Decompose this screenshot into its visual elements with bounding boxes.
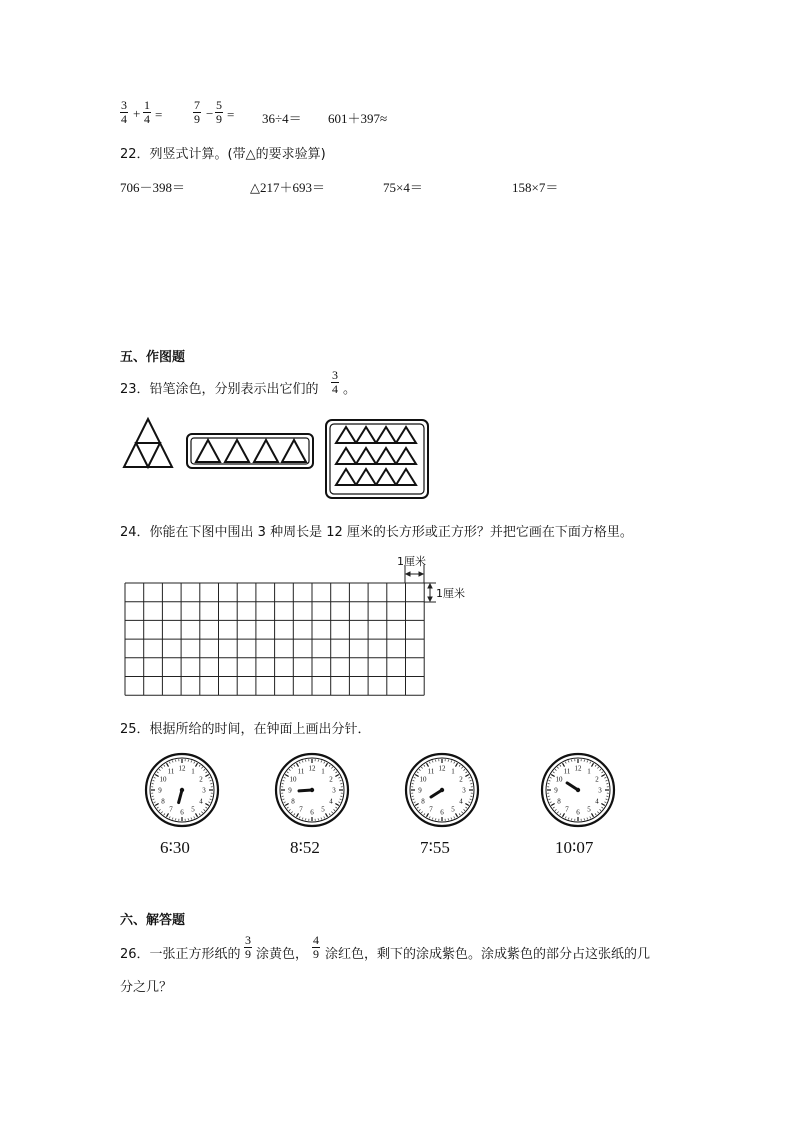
- clock-tick: [464, 809, 465, 810]
- clock-tick: [468, 777, 470, 778]
- numerator: 3: [332, 368, 338, 382]
- clock-center-pin: [440, 788, 444, 792]
- clock-tick: [205, 772, 207, 773]
- clock-tick: [557, 812, 558, 813]
- clock-tick: [194, 816, 195, 818]
- clock-dial-number: 11: [167, 767, 175, 776]
- clock-dial-number: 6: [576, 808, 580, 817]
- clock-tick: [568, 761, 569, 763]
- clock-dial-number: 12: [574, 764, 582, 773]
- clock-dial-number: 10: [289, 775, 297, 784]
- equals-sign: =: [227, 107, 235, 122]
- clock-tick: [164, 765, 165, 767]
- clock-tick: [606, 780, 608, 781]
- question-22-title: 22．列竖式计算。(带△的要求验算): [120, 147, 326, 162]
- fraction-4-9: [312, 934, 320, 961]
- clock-dial-number: 6: [180, 808, 184, 817]
- clock-tick: [550, 777, 552, 778]
- clock-tick: [155, 804, 158, 806]
- clock-tick: [199, 813, 200, 815]
- clock-tick: [205, 775, 208, 777]
- clock-tick: [204, 769, 205, 770]
- clock-tick: [419, 769, 420, 770]
- numerator: 5: [216, 98, 222, 112]
- clock-tick: [414, 777, 416, 778]
- clock-dial-number: 3: [332, 786, 336, 795]
- clock-face: [146, 754, 218, 826]
- denominator: 9: [216, 112, 222, 126]
- clock-dial-number: 9: [418, 786, 422, 795]
- clock-1-time-label: 6∶30: [160, 838, 190, 857]
- clock-tick: [606, 799, 608, 800]
- clock-tick: [464, 769, 465, 770]
- clock-tick: [413, 799, 415, 800]
- clock-tick: [461, 812, 462, 813]
- question-25-title: 25．根据所给的时间，在钟面上画出分针．: [120, 722, 371, 737]
- clock-tick: [321, 761, 322, 763]
- clock-dial-number: 3: [202, 786, 206, 795]
- denominator: 9: [194, 112, 200, 126]
- clock-tick: [555, 769, 556, 770]
- clock-tick: [459, 813, 460, 815]
- clock-tick: [468, 802, 470, 803]
- clock-tick: [291, 767, 292, 768]
- clock-tick: [465, 772, 467, 773]
- clock-tick: [210, 780, 212, 781]
- clock-dial-number: 8: [161, 797, 165, 806]
- clock-tick: [429, 762, 430, 764]
- clock-dial-number: 7: [299, 805, 303, 814]
- clock-dial-number: 2: [459, 775, 463, 784]
- clock-tick: [597, 812, 598, 813]
- clock-tick: [424, 813, 425, 815]
- clock-tick: [153, 799, 155, 800]
- clock-tick: [334, 769, 335, 770]
- clock-tick: [424, 765, 425, 767]
- clock-tick: [340, 780, 342, 781]
- clock-dial-number: 8: [421, 797, 425, 806]
- clock-dial-number: 5: [321, 805, 325, 814]
- clock-tick: [549, 780, 551, 781]
- numerator: 1: [144, 98, 150, 112]
- minus-sign: −: [206, 106, 214, 121]
- denominator: 9: [245, 947, 251, 961]
- clock-face: [406, 754, 478, 826]
- clock-tick: [565, 816, 566, 818]
- clock-tick: [169, 762, 170, 764]
- clock-tick: [432, 761, 433, 763]
- clock-tick: [557, 767, 558, 768]
- clock-tick: [451, 761, 452, 763]
- clock-tick: [415, 804, 418, 806]
- denominator: 4: [144, 112, 150, 126]
- question-26-part3: 涂红色，剩下的涂成紫色。涂成紫色的部分占这张纸的几: [325, 947, 651, 962]
- clock-tick: [194, 762, 195, 764]
- clock-tick: [429, 816, 430, 818]
- clock-tick: [340, 799, 342, 800]
- clock-tick: [604, 777, 606, 778]
- clock-tick: [565, 762, 566, 764]
- clock-tick: [201, 812, 202, 813]
- clock-dial-number: 5: [451, 805, 455, 814]
- clock-tick: [302, 761, 303, 763]
- clock-tick: [196, 813, 198, 816]
- clock-tick: [297, 813, 299, 816]
- clock-tick: [563, 813, 565, 816]
- clock-tick: [427, 813, 429, 816]
- clock-tick: [338, 777, 340, 778]
- clock-tick: [334, 809, 335, 810]
- clock-dial-number: 12: [438, 764, 446, 773]
- clock-dial-number: 8: [557, 797, 561, 806]
- clock-tick: [283, 799, 285, 800]
- clock-dial-number: 9: [554, 786, 558, 795]
- clock-tick: [167, 763, 169, 766]
- clock-dial-number: 5: [587, 805, 591, 814]
- equals-sign: =: [155, 107, 163, 122]
- clock-dial-number: 1: [321, 767, 325, 776]
- clock-dial-number: 7: [169, 805, 173, 814]
- clock-tick: [297, 763, 299, 766]
- clock-tick: [427, 763, 429, 766]
- clock-tick: [601, 807, 603, 808]
- plus-sign: +: [133, 106, 141, 121]
- clock-dial-number: 1: [191, 767, 195, 776]
- clock-tick: [454, 816, 455, 818]
- clock-tick: [550, 802, 552, 803]
- clock-tick: [417, 807, 419, 808]
- clock-tick: [289, 809, 290, 810]
- clock-tick: [415, 775, 418, 777]
- clock-tick: [294, 813, 295, 815]
- denominator: 9: [313, 947, 319, 961]
- clock-4-time-label: 10∶07: [555, 838, 594, 857]
- clock-dial-number: 10: [555, 775, 563, 784]
- clock-dial-number: 1: [587, 767, 591, 776]
- clock-tick: [568, 818, 569, 820]
- clock-tick: [201, 767, 202, 768]
- clock-dial-number: 11: [427, 767, 435, 776]
- numerator: 4: [313, 933, 319, 947]
- clock-center-pin: [576, 788, 580, 792]
- clock-tick: [208, 802, 210, 803]
- clock-dial-number: 4: [459, 797, 463, 806]
- clock-tick: [335, 807, 337, 808]
- clock-tick: [326, 813, 328, 816]
- clock-tick: [287, 807, 289, 808]
- clock-dial-number: 8: [291, 797, 295, 806]
- clock-tick: [210, 799, 212, 800]
- clock-tick: [205, 804, 208, 806]
- clock-tick: [590, 816, 591, 818]
- clock-dial-number: 3: [598, 786, 602, 795]
- clock-tick: [324, 762, 325, 764]
- clock-tick: [465, 807, 467, 808]
- clock-tick: [329, 813, 330, 815]
- clock-tick: [414, 802, 416, 803]
- clock-tick: [299, 762, 300, 764]
- clock-tick: [172, 761, 173, 763]
- clock-tick: [287, 772, 289, 773]
- clock-tick: [289, 769, 290, 770]
- question-23-prefix: 23．铅笔涂色，分别表示出它们的: [120, 382, 319, 397]
- clock-tick: [601, 804, 604, 806]
- clock-dial-number: 5: [191, 805, 195, 814]
- clock-tick: [465, 775, 468, 777]
- clock-tick: [590, 762, 591, 764]
- clock-tick: [326, 763, 328, 766]
- clock-dial-number: 3: [462, 786, 466, 795]
- clock-tick: [204, 809, 205, 810]
- clock-tick: [161, 812, 162, 813]
- clock-tick: [321, 818, 322, 820]
- clock-tick: [597, 767, 598, 768]
- clock-tick: [335, 772, 337, 773]
- vertical-calc-item-1: 706－398＝: [120, 180, 186, 195]
- clock-tick: [284, 777, 286, 778]
- clock-tick: [553, 807, 555, 808]
- clock-tick: [157, 772, 159, 773]
- clock-tick: [461, 767, 462, 768]
- clock-dial-number: 6: [310, 808, 314, 817]
- clock-tick: [421, 812, 422, 813]
- clock-dial-number: 2: [595, 775, 599, 784]
- clock-tick: [451, 818, 452, 820]
- clock-tick: [601, 775, 604, 777]
- clock-tick: [291, 812, 292, 813]
- clock-tick: [294, 765, 295, 767]
- clock-tick: [470, 780, 472, 781]
- clock-tick: [421, 767, 422, 768]
- clock-tick: [159, 769, 160, 770]
- clock-tick: [172, 818, 173, 820]
- clock-tick: [302, 818, 303, 820]
- clock-dial-number: 12: [178, 764, 186, 773]
- clock-tick: [560, 813, 561, 815]
- clock-tick: [560, 765, 561, 767]
- clock-dial-number: 2: [199, 775, 203, 784]
- clock-tick: [555, 809, 556, 810]
- clock-tick: [595, 765, 596, 767]
- clock-tick: [413, 780, 415, 781]
- clock-tick: [331, 767, 332, 768]
- clock-tick: [329, 765, 330, 767]
- clock-tick: [338, 802, 340, 803]
- clock-tick: [169, 816, 170, 818]
- clock-dial-number: 4: [595, 797, 599, 806]
- clock-dial-number: 10: [159, 775, 167, 784]
- clock-tick: [587, 818, 588, 820]
- clock-tick: [205, 807, 207, 808]
- question-26-part1: 26．一张正方形纸的: [120, 947, 241, 962]
- clock-tick: [456, 763, 458, 766]
- question-26-part2: 涂黄色，: [256, 947, 309, 962]
- clock-tick: [549, 799, 551, 800]
- clock-dial-number: 9: [158, 786, 162, 795]
- clock-tick: [154, 777, 156, 778]
- clock-tick: [283, 780, 285, 781]
- numerator: 3: [245, 933, 251, 947]
- clock-dial-number: 11: [563, 767, 571, 776]
- vertical-calc-item-3: 75×4＝: [383, 180, 423, 195]
- clock-dial-number: 1: [451, 767, 455, 776]
- clock-dial-number: 7: [429, 805, 433, 814]
- clock-dial-number: 6: [440, 808, 444, 817]
- clock-tick: [153, 780, 155, 781]
- clock-dial-number: 12: [308, 764, 316, 773]
- clock-center-pin: [180, 788, 184, 792]
- clock-tick: [456, 813, 458, 816]
- question-26-line2: 分之几？: [120, 980, 173, 995]
- numerator: 7: [194, 98, 200, 112]
- width-marker-label: 1厘米: [397, 555, 426, 568]
- question-23-suffix: 。: [343, 382, 357, 397]
- vertical-calc-item-4: 158×7＝: [512, 180, 559, 195]
- clock-tick: [335, 775, 338, 777]
- clock-tick: [155, 775, 158, 777]
- clock-tick: [470, 799, 472, 800]
- clock-tick: [167, 813, 169, 816]
- clock-dial-number: 10: [419, 775, 427, 784]
- clock-dial-number: 9: [288, 786, 292, 795]
- clock-tick: [335, 804, 338, 806]
- clock-tick: [592, 813, 594, 816]
- clock-tick: [196, 763, 198, 766]
- clock-dial-number: 11: [297, 767, 305, 776]
- clock-tick: [199, 765, 200, 767]
- clock-tick: [299, 816, 300, 818]
- denominator: 4: [121, 112, 127, 126]
- clock-tick: [600, 809, 601, 810]
- clock-tick: [191, 761, 192, 763]
- clocks: [146, 754, 614, 826]
- clock-3-time-label: 7∶55: [420, 838, 450, 857]
- section-6-title: 六、解答题: [120, 913, 186, 928]
- clock-tick: [331, 812, 332, 813]
- clock-tick: [595, 813, 596, 815]
- clock-tick: [419, 809, 420, 810]
- clock-tick: [159, 809, 160, 810]
- clock-tick: [157, 807, 159, 808]
- clock-tick: [604, 802, 606, 803]
- fraction-3-9: [244, 934, 252, 961]
- clock-tick: [465, 804, 468, 806]
- clock-tick: [191, 818, 192, 820]
- clock-tick: [553, 772, 555, 773]
- numerator: 3: [121, 98, 127, 112]
- division-expression: 36÷4＝: [262, 111, 302, 126]
- clock-tick: [551, 775, 554, 777]
- denominator: 4: [332, 382, 338, 396]
- clock-dial-number: 4: [329, 797, 333, 806]
- estimation-expression: 601＋397≈: [328, 111, 388, 126]
- clock-face: [276, 754, 348, 826]
- clock-tick: [587, 761, 588, 763]
- clock-tick: [459, 765, 460, 767]
- section-5-title: 五、作图题: [120, 350, 186, 365]
- clock-tick: [208, 777, 210, 778]
- clock-tick: [563, 763, 565, 766]
- clock-dial-number: 2: [329, 775, 333, 784]
- clock-2-time-label: 8∶52: [290, 838, 320, 857]
- clock-tick: [164, 813, 165, 815]
- clock-tick: [454, 762, 455, 764]
- clock-tick: [284, 802, 286, 803]
- clock-tick: [285, 775, 288, 777]
- clock-center-pin: [310, 788, 314, 792]
- clock-face: [542, 754, 614, 826]
- clock-tick: [417, 772, 419, 773]
- clock-tick: [551, 804, 554, 806]
- clock-tick: [592, 763, 594, 766]
- clock-tick: [285, 804, 288, 806]
- clock-dial-number: 4: [199, 797, 203, 806]
- question-24-title: 24．你能在下图中围出 3 种周长是 12 厘米的长方形或正方形？并把它画在下面方格里。: [120, 525, 633, 540]
- clock-dial-number: 7: [565, 805, 569, 814]
- vertical-calc-item-2: △217＋693＝: [250, 180, 325, 195]
- clock-tick: [601, 772, 603, 773]
- clock-tick: [324, 816, 325, 818]
- clock-tick: [600, 769, 601, 770]
- clock-tick: [432, 818, 433, 820]
- height-marker-label: 1厘米: [436, 587, 465, 600]
- clock-tick: [161, 767, 162, 768]
- clock-tick: [154, 802, 156, 803]
